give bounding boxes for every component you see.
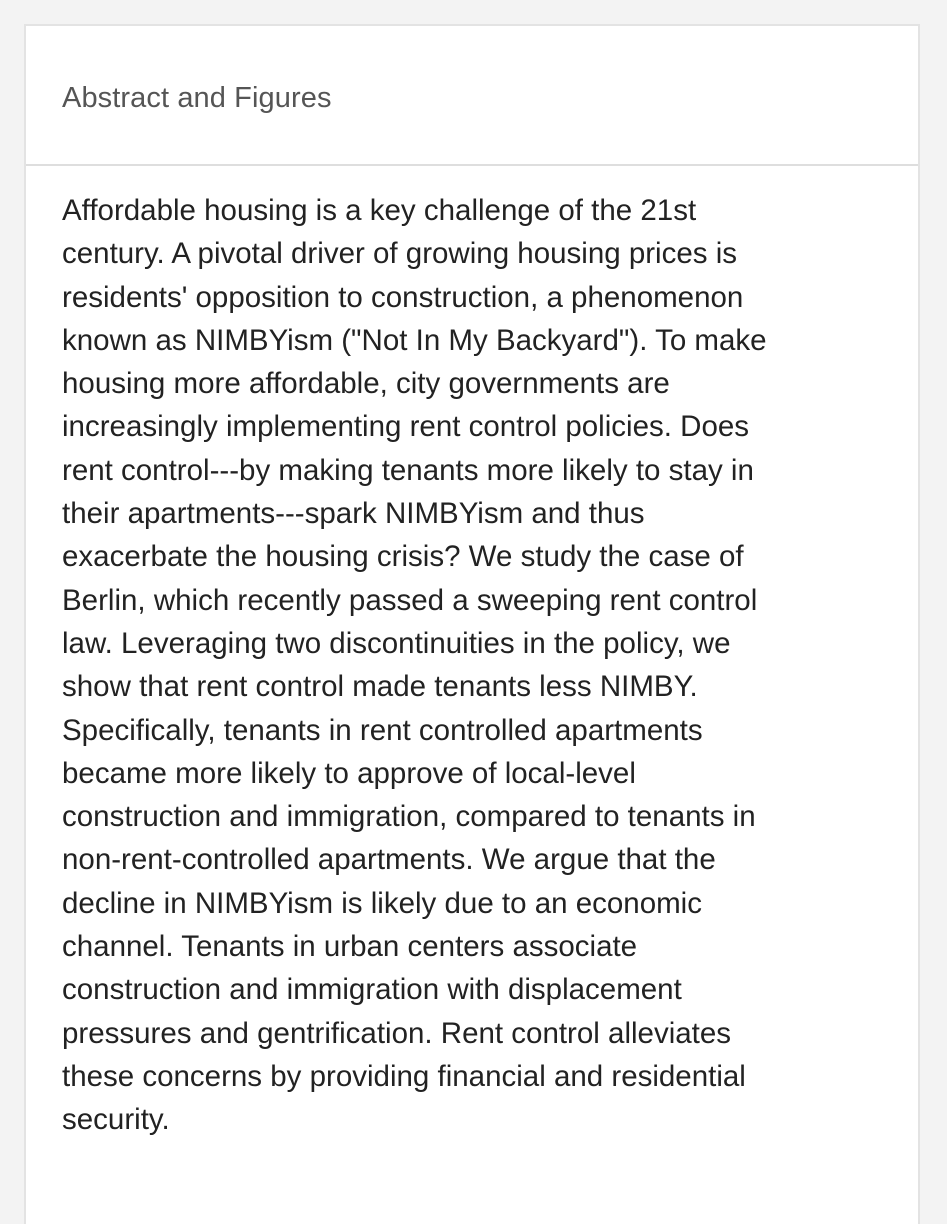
abstract-line: construction and immigration, compared to tenants in	[62, 800, 756, 834]
abstract-line: became more likely to approve of local-level	[62, 756, 636, 790]
abstract-line: housing more affordable, city governments are	[62, 367, 670, 401]
abstract-card	[24, 24, 920, 1224]
card-body	[26, 166, 918, 1142]
abstract-line: century. A pivotal driver of growing housing prices is	[62, 237, 738, 271]
abstract-line: pressures and gentrification. Rent control alleviates	[62, 1016, 732, 1050]
abstract-line: channel. Tenants in urban centers associate	[62, 930, 638, 964]
abstract-line: Specifically, tenants in rent controlled apartments	[62, 713, 703, 747]
abstract-line: construction and immigration with displacement	[62, 973, 682, 1007]
abstract-line: law. Leveraging two discontinuities in the policy, we	[62, 626, 731, 660]
card-header	[26, 26, 918, 166]
abstract-text	[62, 189, 892, 1142]
abstract-line: known as NIMBYism ("Not In My Backyard"). To make	[62, 323, 767, 357]
abstract-line: increasingly implementing rent control policies. Does	[62, 410, 750, 444]
abstract-line: Affordable housing is a key challenge of the 21st	[62, 194, 697, 227]
section-title: Abstract and Figures	[62, 82, 332, 114]
abstract-line: rent control---by making tenants more likely to stay in	[62, 453, 754, 487]
abstract-line: residents' opposition to construction, a phenomenon	[62, 280, 744, 314]
abstract-line: decline in NIMBYism is likely due to an economic	[62, 886, 702, 920]
abstract-line: their apartments---spark NIMBYism and thus	[62, 497, 645, 531]
abstract-line: these concerns by providing financial and residential	[62, 1059, 746, 1093]
abstract-line: Berlin, which recently passed a sweeping rent control	[62, 583, 758, 617]
abstract-line: exacerbate the housing crisis? We study the case of	[62, 540, 744, 574]
abstract-line: show that rent control made tenants less NIMBY.	[62, 670, 698, 704]
abstract-line: non-rent-controlled apartments. We argue that the	[62, 843, 716, 877]
abstract-line: security.	[62, 1103, 170, 1137]
